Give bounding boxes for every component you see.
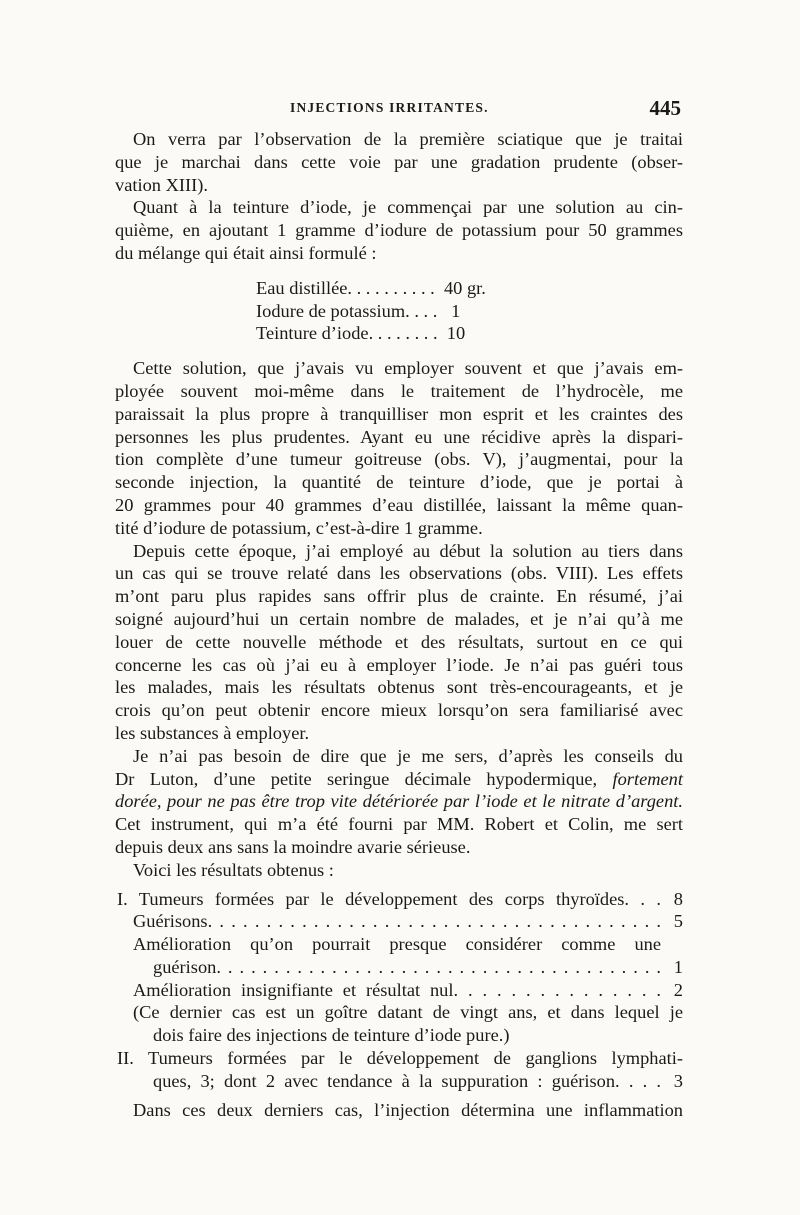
text-line: (Ce dernier cas est un goître datant de vingt ans, et dans lequel je (133, 1002, 683, 1023)
paragraph-1 (115, 128, 683, 196)
item-count: 3 (673, 1070, 683, 1091)
paragraph-2 (115, 196, 683, 264)
text-span: Dr Luton, d’une petite seringue décimale hypodermique, (115, 768, 598, 789)
text-line: personnes les plus prudentes. Ayant eu une récidive après la dispari- (115, 426, 683, 447)
text-line: les substances à employer. (115, 722, 310, 743)
formula-line: Eau distillée. . . . . . . . . . 40 gr. (256, 277, 486, 298)
item-count: 8 (673, 888, 683, 909)
paragraph-6 (115, 859, 683, 882)
text-line: Cet instrument, qui m’a été fourni par MM. Robert et Colin, me sert (115, 814, 683, 835)
item-count: 2 (673, 979, 683, 1000)
text-line: quième, en ajoutant 1 gramme d’iodure de potassium pour 50 grammes (115, 220, 683, 241)
paragraph-5 (115, 745, 683, 859)
text-line: Je n’ai pas besoin de dire que je me sers, d’après les conseils du (133, 745, 683, 766)
item-count: 5 (673, 911, 683, 932)
item-label: Guérisons. . . . . . . . . . . . . . . . . . . . . . . . . . . . . . . . . . . . . . . (133, 911, 661, 932)
item-count: 1 (673, 956, 683, 977)
text-line: crois qu’on peut obtenir encore mieux lorsqu’on sera familiarisé avec (115, 700, 683, 721)
list-item (115, 979, 683, 1002)
page-number: 445 (649, 96, 681, 120)
page-header (115, 96, 683, 122)
text-line: Voici les résultats obtenus : (133, 859, 334, 880)
text-line: depuis deux ans sans la moindre avarie sérieuse. (115, 836, 471, 857)
formula-line: Iodure de potassium. . . . 1 (256, 300, 461, 321)
text-line: paraissait la plus propre à tranquilliser mon esprit et les craintes des (115, 403, 683, 424)
paragraph-7 (115, 1099, 683, 1122)
text-line: concerne les cas où j’ai eu à employer l’iode. Je n’ai pas guéri tous (115, 654, 683, 675)
paragraph-3 (115, 357, 683, 539)
text-line: dorée, pour ne pas être trop vite détériorée par l’iode et le nitrate d’argent. (115, 791, 683, 812)
paragraph-4 (115, 540, 683, 745)
list-item (115, 910, 683, 933)
text-line: m’ont paru plus rapides sans offrir plus de crainte. En résumé, j’ai (115, 586, 683, 607)
item-label: I. Tumeurs formées par le développement des corps thyroïdes. . . (117, 888, 661, 909)
text-line: tion complète d’une tumeur goitreuse (obs. V), j’augmentai, pour la (115, 449, 683, 470)
formula (256, 277, 683, 345)
text-line: du mélange qui était ainsi formulé : (115, 242, 377, 263)
item-label: Amélioration insignifiante et résultat nul. . . . . . . . . . . . . . . (133, 979, 661, 1000)
text-line: seconde injection, la quantité de teinture d’iode, que je portai à (115, 472, 683, 493)
results-list (115, 888, 683, 1093)
text-line: II. Tumeurs formées par le développement de ganglions lymphati- (117, 1048, 683, 1069)
text-line: Amélioration qu’on pourrait presque considérer comme une (133, 934, 661, 955)
text-line: Quant à la teinture d’iode, je commençai par une solution au cin- (133, 197, 683, 218)
text-line: Cette solution, que j’avais vu employer souvent et que j’avais em- (133, 358, 683, 379)
text-line: les malades, mais les résultats obtenus sont très-encourageants, et je (115, 677, 683, 698)
text-line (115, 768, 683, 791)
list-item (115, 888, 683, 911)
text-line: soigné aujourd’hui un certain nombre de malades, et je n’ai qu’à me (115, 608, 683, 629)
running-title: INJECTIONS IRRITANTES. (290, 100, 489, 115)
formula-line: Teinture d’iode. . . . . . . . 10 (256, 323, 466, 344)
text-line: un cas qui se trouve relaté dans les observations (obs. VIII). Les effets (115, 563, 683, 584)
item-label: guérison. . . . . . . . . . . . . . . . . . . . . . . . . . . . . . . . . . . . . . . (153, 956, 661, 977)
item-label: ques, 3; dont 2 avec tendance à la suppuration : guérison. . . . (153, 1070, 661, 1091)
body-text (115, 128, 683, 1121)
text-line: louer de cette nouvelle méthode et des résultats, surtout en ce qui (115, 631, 683, 652)
text-line: Depuis cette époque, j’ai employé au début la solution au tiers dans (133, 540, 683, 561)
text-line: On verra par l’observation de la première sciatique que je traitai (133, 129, 683, 149)
text-line: dois faire des injections de teinture d’iode pure.) (153, 1025, 510, 1046)
list-item (115, 956, 683, 979)
text-line: ployée souvent moi-même dans le traitement de l’hydrocèle, me (115, 380, 683, 401)
text-line: tité d’iodure de potassium, c’est-à-dire 1 gramme. (115, 517, 483, 538)
text-line: que je marchai dans cette voie par une gradation prudente (obser- (115, 151, 683, 172)
list-item (115, 1070, 683, 1093)
text-line: vation XIII). (115, 174, 208, 195)
text-line: Dans ces deux derniers cas, l’injection détermina une inflammation (133, 1099, 683, 1120)
italic-span: fortement (597, 768, 683, 789)
text-line: 20 grammes pour 40 grammes d’eau distillée, laissant la même quan- (115, 494, 683, 515)
